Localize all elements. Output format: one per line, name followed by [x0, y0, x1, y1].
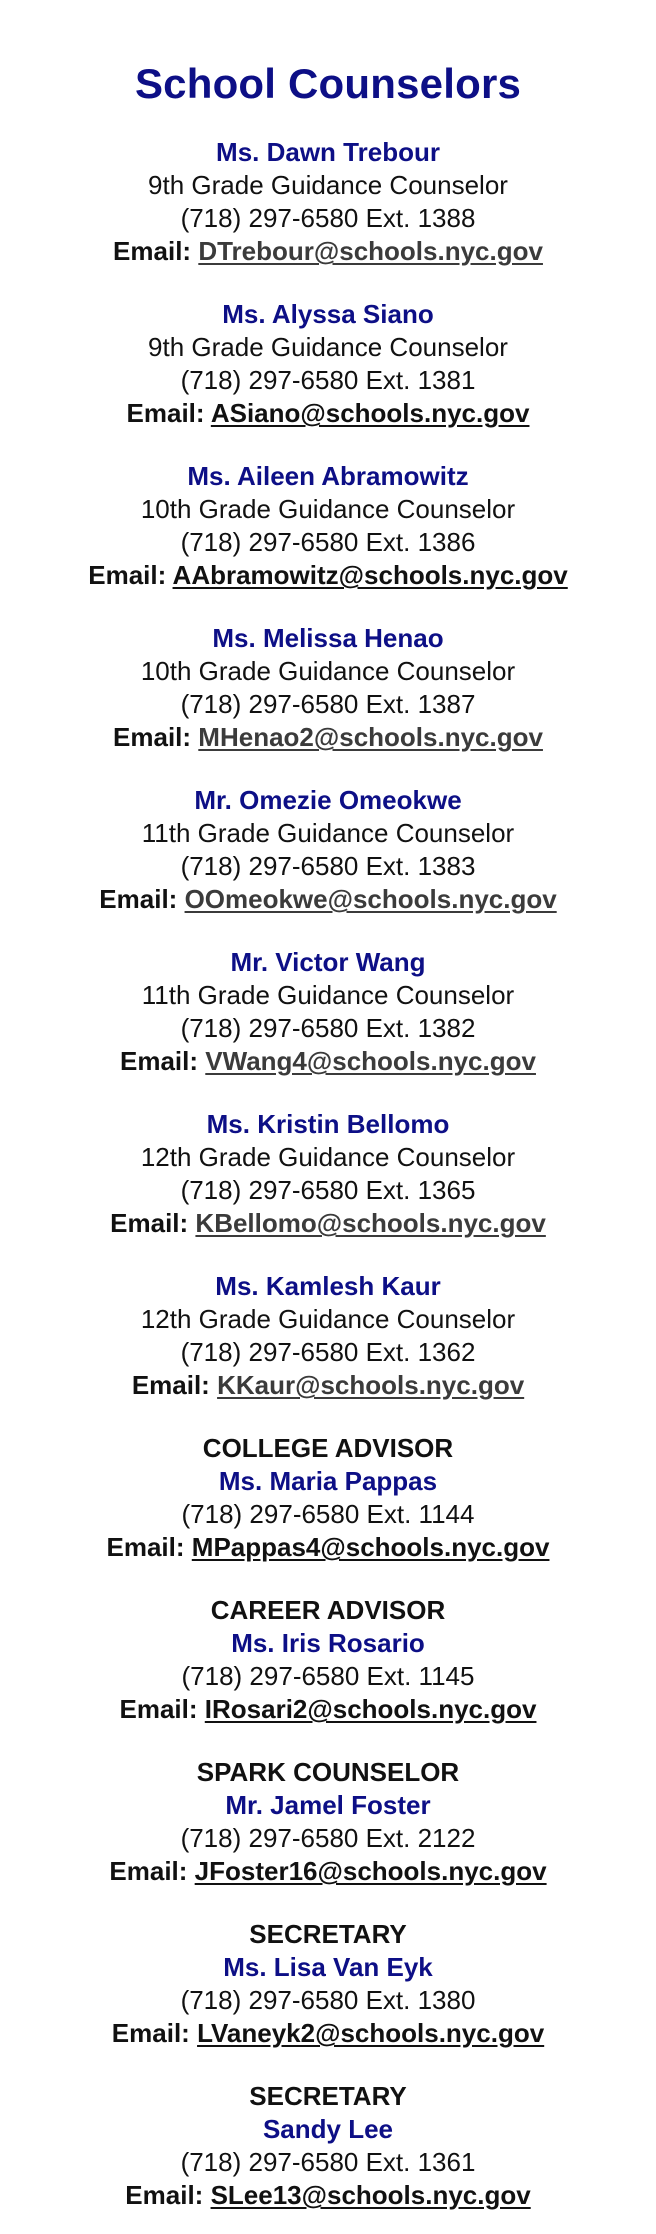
counselor-name: Ms. Alyssa Siano — [222, 299, 434, 329]
counselor-name: Ms. Melissa Henao — [212, 623, 444, 653]
advisor-card — [0, 1756, 656, 1888]
email-label: Email: — [113, 236, 192, 266]
email-link[interactable]: MHenao2@schools.nyc.gov — [198, 722, 543, 752]
counselor-role: 11th Grade Guidance Counselor — [141, 980, 515, 1010]
role-heading: SECRETARY — [249, 1919, 407, 1949]
counselor-name: Sandy Lee — [262, 2114, 394, 2144]
counselor-card — [0, 298, 656, 430]
counselor-card — [0, 460, 656, 592]
counselor-phone: (718) 297-6580 Ext. 1382 — [180, 1013, 476, 1043]
counselor-name: Mr. Victor Wang — [230, 947, 426, 977]
email-row — [99, 883, 556, 916]
counselor-card — [0, 784, 656, 916]
email-label: Email: — [119, 1694, 198, 1724]
email-row — [113, 235, 543, 268]
email-row — [125, 2179, 530, 2212]
email-row — [110, 1207, 546, 1240]
counselor-role: 12th Grade Guidance Counselor — [140, 1304, 516, 1334]
email-link[interactable]: LVaneyk2@schools.nyc.gov — [197, 2018, 545, 2048]
counselor-role: 10th Grade Guidance Counselor — [140, 656, 516, 686]
email-row — [120, 1045, 536, 1078]
counselor-phone: (718) 297-6580 Ext. 1380 — [180, 1985, 476, 2015]
counselor-phone: (718) 297-6580 Ext. 1145 — [181, 1661, 475, 1691]
counselor-phone: (718) 297-6580 Ext. 2122 — [180, 1823, 476, 1853]
counselor-card — [0, 1108, 656, 1240]
role-heading: CAREER ADVISOR — [210, 1595, 446, 1625]
counselor-card — [0, 622, 656, 754]
counselor-role: 9th Grade Guidance Counselor — [148, 170, 508, 200]
counselor-name: Ms. Kristin Bellomo — [206, 1109, 450, 1139]
email-label: Email: — [109, 1856, 188, 1886]
email-link[interactable]: JFoster16@schools.nyc.gov — [194, 1856, 547, 1886]
email-label: Email: — [125, 2180, 204, 2210]
page-title: School Counselors — [134, 60, 522, 107]
email-row — [120, 1693, 537, 1726]
email-link[interactable]: VWang4@schools.nyc.gov — [205, 1046, 536, 1076]
role-heading: SECRETARY — [249, 2081, 407, 2111]
counselor-name: Ms. Kamlesh Kaur — [215, 1271, 441, 1301]
email-link[interactable]: SLee13@schools.nyc.gov — [210, 2180, 531, 2210]
counselor-name: Mr. Omezie Omeokwe — [194, 785, 462, 815]
email-row — [113, 721, 543, 754]
counselor-phone: (718) 297-6580 Ext. 1381 — [180, 365, 476, 395]
email-label: Email: — [88, 560, 167, 590]
counselor-role: 12th Grade Guidance Counselor — [140, 1142, 516, 1172]
counselor-name: Ms. Aileen Abramowitz — [187, 461, 469, 491]
counselor-phone: (718) 297-6580 Ext. 1386 — [180, 527, 476, 557]
email-label: Email: — [113, 722, 192, 752]
advisor-card — [0, 1918, 656, 2050]
counselor-name: Ms. Iris Rosario — [231, 1628, 425, 1658]
email-label: Email: — [111, 2018, 190, 2048]
email-label: Email: — [99, 884, 178, 914]
counselor-phone: (718) 297-6580 Ext. 1388 — [180, 203, 476, 233]
counselor-phone: (718) 297-6580 Ext. 1387 — [180, 689, 476, 719]
counselor-phone: (718) 297-6580 Ext. 1362 — [180, 1337, 476, 1367]
counselor-name: Ms. Lisa Van Eyk — [223, 1952, 433, 1982]
role-heading: SPARK COUNSELOR — [196, 1757, 460, 1787]
advisor-card — [0, 1594, 656, 1726]
counselor-name: Mr. Jamel Foster — [225, 1790, 431, 1820]
email-row — [112, 2017, 544, 2050]
email-label: Email: — [126, 398, 205, 428]
email-label: Email: — [106, 1532, 185, 1562]
email-label: Email: — [110, 1208, 189, 1238]
email-row — [107, 1531, 550, 1564]
email-row — [109, 1855, 546, 1888]
email-row — [127, 397, 530, 430]
advisor-card — [0, 2080, 656, 2212]
counselor-phone: (718) 297-6580 Ext. 1383 — [180, 851, 476, 881]
email-link[interactable]: OOmeokwe@schools.nyc.gov — [184, 884, 557, 914]
counselor-role: 11th Grade Guidance Counselor — [141, 818, 515, 848]
role-heading: COLLEGE ADVISOR — [202, 1433, 454, 1463]
counselor-list — [0, 136, 656, 2212]
email-label: Email: — [120, 1046, 199, 1076]
advisor-card — [0, 1432, 656, 1564]
counselor-role: 10th Grade Guidance Counselor — [140, 494, 516, 524]
email-link[interactable]: KBellomo@schools.nyc.gov — [195, 1208, 546, 1238]
email-link[interactable]: ASiano@schools.nyc.gov — [210, 398, 530, 428]
counselor-name: Ms. Maria Pappas — [218, 1466, 438, 1496]
counselor-role: 9th Grade Guidance Counselor — [148, 332, 508, 362]
email-link[interactable]: DTrebour@schools.nyc.gov — [198, 236, 543, 266]
email-row — [88, 559, 568, 592]
email-label: Email: — [131, 1370, 210, 1400]
counselor-card — [0, 946, 656, 1078]
counselor-card — [0, 136, 656, 268]
counselor-phone: (718) 297-6580 Ext. 1365 — [180, 1175, 476, 1205]
email-link[interactable]: MPappas4@schools.nyc.gov — [191, 1532, 550, 1562]
email-link[interactable]: KKaur@schools.nyc.gov — [217, 1370, 525, 1400]
email-row — [132, 1369, 524, 1402]
counselor-name: Ms. Dawn Trebour — [216, 137, 440, 167]
counselor-phone: (718) 297-6580 Ext. 1361 — [180, 2147, 476, 2177]
email-link[interactable]: AAbramowitz@schools.nyc.gov — [172, 560, 568, 590]
email-link[interactable]: IRosari2@schools.nyc.gov — [204, 1694, 537, 1724]
counselor-card — [0, 1270, 656, 1402]
counselor-phone: (718) 297-6580 Ext. 1144 — [181, 1499, 475, 1529]
